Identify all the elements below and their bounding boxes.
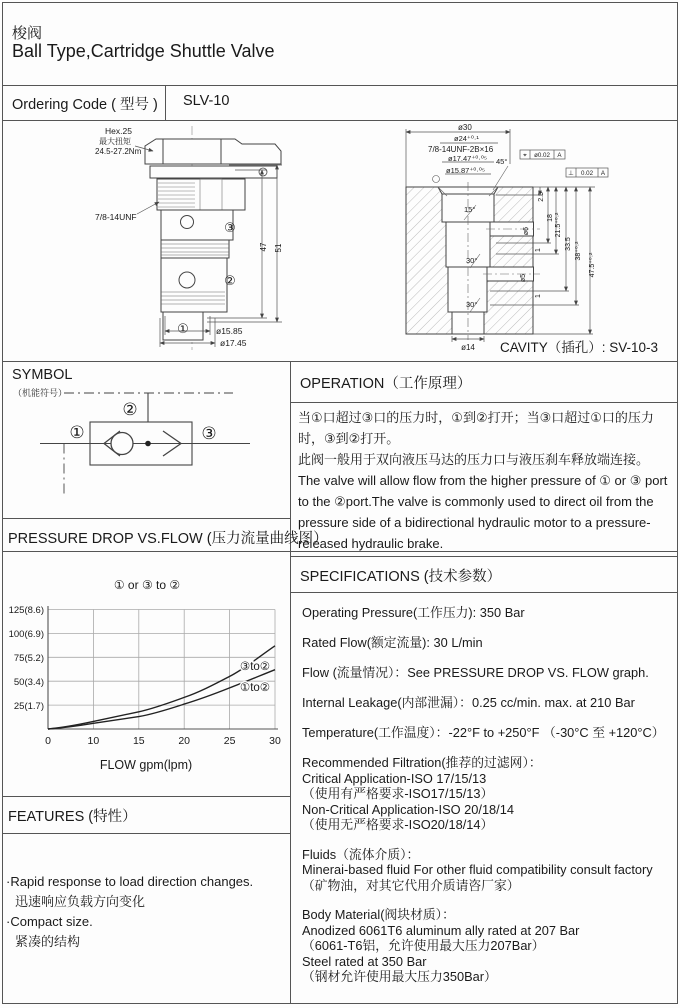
spec-line: Recommended Filtration(推荐的过滤网）： bbox=[302, 755, 542, 770]
specifications-section-title: SPECIFICATIONS (技术参数） bbox=[300, 569, 502, 585]
thread-label: 7/8-14UNF bbox=[95, 212, 137, 222]
spec-line: Anodized 6061T6 aluminum ally rated at 207 Bar bbox=[302, 922, 580, 938]
feature-item-zh: 紧凑的结构 bbox=[15, 934, 81, 949]
spec-rated-flow: Rated Flow(额定流量): 30 L/min bbox=[302, 635, 483, 650]
cavity-caption: CAVITY（插孔）: SV-10-3 bbox=[500, 340, 659, 355]
curve-label-1-to-2: ①to② bbox=[239, 682, 271, 694]
spec-line: Minerai-based fluid For other fluid compatibility consult factory bbox=[302, 862, 653, 877]
dim-1a: 1 bbox=[535, 248, 542, 252]
dim-dia-15-87: ø15.87⁺⁰·⁰⁵ bbox=[446, 166, 485, 175]
page-title-zh: 梭阀 bbox=[12, 25, 43, 42]
spec-fluids-block bbox=[302, 847, 674, 894]
ordering-code-value: SLV-10 bbox=[183, 93, 230, 109]
x-tick-20: 20 bbox=[178, 735, 191, 747]
torque-label-zh: 最大扭矩 bbox=[99, 137, 131, 146]
x-tick-0: 0 bbox=[45, 735, 51, 747]
dim-dia-5: ø5 bbox=[520, 273, 527, 283]
y-tick-25: 25(1.7) bbox=[13, 701, 44, 712]
spec-line: （使用有严格要求-ISO17/15/13） bbox=[302, 786, 494, 801]
position-tolerance-datum: A bbox=[557, 152, 562, 159]
y-tick-50: 50(3.4) bbox=[13, 677, 44, 688]
spec-flow: Flow (流量情况）：See PRESSURE DROP VS. FLOW graph. bbox=[302, 665, 649, 680]
symbol-port-1: ① bbox=[69, 423, 85, 442]
spec-line: Steel rated at 350 Bar bbox=[302, 953, 427, 969]
operation-zh-1: 当①口超过③口的压力时，①到②打开；当③口超过①口的压力时，③到②打开。 bbox=[298, 410, 654, 446]
depth-21-5: 21.5⁺⁰·² bbox=[555, 212, 562, 238]
port-2-label: ② bbox=[224, 273, 236, 288]
divider bbox=[2, 796, 290, 797]
port-3-label: ③ bbox=[224, 220, 236, 235]
depth-33-5: 33.5 bbox=[565, 237, 572, 251]
depth-2-5: 2.5 bbox=[538, 192, 545, 202]
dim-dia-17-47: ø17.47⁺⁰·⁰⁵ bbox=[448, 154, 487, 163]
hydraulic-symbol bbox=[0, 361, 290, 518]
features-section-title: FEATURES (特性） bbox=[8, 809, 137, 825]
x-tick-30: 30 bbox=[269, 735, 281, 747]
divider bbox=[291, 592, 678, 593]
symbol-port-3: ③ bbox=[201, 424, 217, 443]
y-tick-75: 75(5.2) bbox=[13, 653, 44, 664]
divider bbox=[165, 85, 166, 120]
perpendicularity-value: 0.02 bbox=[580, 170, 594, 177]
divider bbox=[290, 361, 291, 1004]
symbol-port-2: ② bbox=[122, 400, 138, 419]
port-1-label: ① bbox=[177, 321, 189, 336]
y-tick-125: 125(8.6) bbox=[8, 605, 44, 616]
angle-15-label: 15° bbox=[464, 205, 476, 214]
chart-x-axis-label: FLOW gpm(lpm) bbox=[99, 758, 193, 772]
dim-dia-30: ø30 bbox=[458, 123, 472, 132]
spec-line: Body Material(阀块材质）： bbox=[302, 907, 455, 922]
spec-body-material-block bbox=[302, 907, 674, 985]
page-title-en: Ball Type,Cartridge Shuttle Valve bbox=[12, 41, 275, 61]
valve-section-drawing bbox=[95, 122, 387, 360]
operation-section-title: OPERATION（工作原理） bbox=[300, 376, 472, 392]
dim-dia-24: ø24⁺⁰·¹ bbox=[454, 134, 479, 143]
spec-line: Fluids（流体介质）： bbox=[302, 846, 420, 862]
x-tick-15: 15 bbox=[132, 735, 145, 747]
spec-operating-pressure: Operating Pressure(工作压力): 350 Bar bbox=[302, 605, 525, 620]
position-tolerance-value: ø0.02 bbox=[534, 152, 550, 159]
hex-label: Hex.25 bbox=[105, 126, 132, 136]
symbol-section-subtitle: （机能符号） bbox=[13, 388, 68, 398]
divider bbox=[2, 833, 290, 834]
spec-line: Critical Application-ISO 17/15/13 bbox=[302, 770, 487, 786]
spec-line: （钢材允许使用最大压力350Bar） bbox=[302, 969, 497, 984]
perpendicularity-datum: A bbox=[600, 170, 606, 177]
spec-line: （6061-T6铝，允许使用最大压力207Bar） bbox=[302, 938, 545, 953]
depth-18: 18 bbox=[547, 214, 554, 222]
dim-51: 51 bbox=[274, 243, 283, 253]
torque-value: 24.5-27.2Nm bbox=[95, 147, 142, 156]
ordering-code-label: Ordering Code ( 型号 ) bbox=[12, 97, 158, 113]
dim-dia-17-45: ø17.45 bbox=[220, 338, 247, 348]
dim-dia-6: ø6 bbox=[523, 226, 530, 236]
curve-label-3-to-2: ③to② bbox=[239, 661, 271, 673]
operation-en: The valve will allow flow from the higher pressure of ① or ③ port to the ②port.The valve is commonly used to direct oil from the pressure side of a bidirectional hydraulic motor to a pressure-released hydraulic brake. bbox=[298, 473, 668, 551]
spec-filtration-block bbox=[302, 755, 674, 833]
spec-line: Non-Critical Application-ISO 20/18/14 bbox=[302, 801, 514, 817]
feature-item: ·Rapid response to load direction changes. bbox=[6, 874, 254, 889]
operation-text bbox=[298, 407, 672, 554]
cavity-thread-label: 7/8-14UNF-2B×16 bbox=[428, 145, 494, 154]
spec-temperature: Temperature(工作温度）：-22°F to +250°F （-30°C 至 +120°C） bbox=[302, 725, 665, 740]
angle-30a-label: 30° bbox=[466, 256, 478, 265]
angle-30b-label: 30° bbox=[466, 300, 478, 309]
divider bbox=[2, 85, 678, 86]
dim-dia-15-85: ø15.85 bbox=[216, 326, 243, 336]
depth-47-5: 47.5⁺⁰·² bbox=[589, 252, 596, 278]
divider bbox=[291, 556, 678, 557]
angle-45-label: 45° bbox=[496, 157, 508, 166]
pressure-flow-chart bbox=[0, 551, 290, 796]
x-tick-25: 25 bbox=[223, 735, 236, 747]
features-list bbox=[6, 872, 286, 952]
spec-internal-leakage: Internal Leakage(内部泄漏）：0.25 cc/min. max. at 210 Bar bbox=[302, 695, 635, 710]
curve-1-to-2 bbox=[48, 670, 275, 729]
dim-1b: 1 bbox=[535, 294, 542, 298]
dim-dia-14: ø14 bbox=[461, 343, 475, 352]
divider bbox=[2, 518, 290, 519]
position-tolerance-symbol: ⌖ bbox=[523, 152, 527, 159]
pressure-section-title: PRESSURE DROP VS.FLOW (压力流量曲线图） bbox=[8, 531, 328, 547]
symbol-section-title: SYMBOL bbox=[12, 367, 73, 383]
x-tick-10: 10 bbox=[87, 735, 100, 747]
spec-line: （使用无严格要求-ISO20/18/14） bbox=[302, 817, 494, 832]
perpendicularity-symbol: ⊥ bbox=[568, 170, 574, 177]
y-tick-100: 100(6.9) bbox=[8, 629, 44, 640]
spec-line: （矿物油，对其它代用介质请咨厂家） bbox=[302, 877, 520, 893]
cavity-drawing bbox=[390, 122, 678, 360]
divider bbox=[2, 120, 678, 121]
specifications-list bbox=[302, 604, 674, 985]
chart-title: ① or ③ to ② bbox=[113, 578, 181, 592]
operation-zh-2: 此阀一般用于双向液压马达的压力口与液压刹车释放端连接。 bbox=[298, 452, 650, 467]
divider bbox=[291, 402, 678, 403]
depth-38: 38⁺⁰·² bbox=[575, 241, 582, 261]
feature-item: ·Compact size. bbox=[6, 914, 93, 929]
feature-item-zh: 迅速响应负载方向变化 bbox=[15, 894, 146, 909]
dim-47: 47 bbox=[259, 242, 268, 252]
